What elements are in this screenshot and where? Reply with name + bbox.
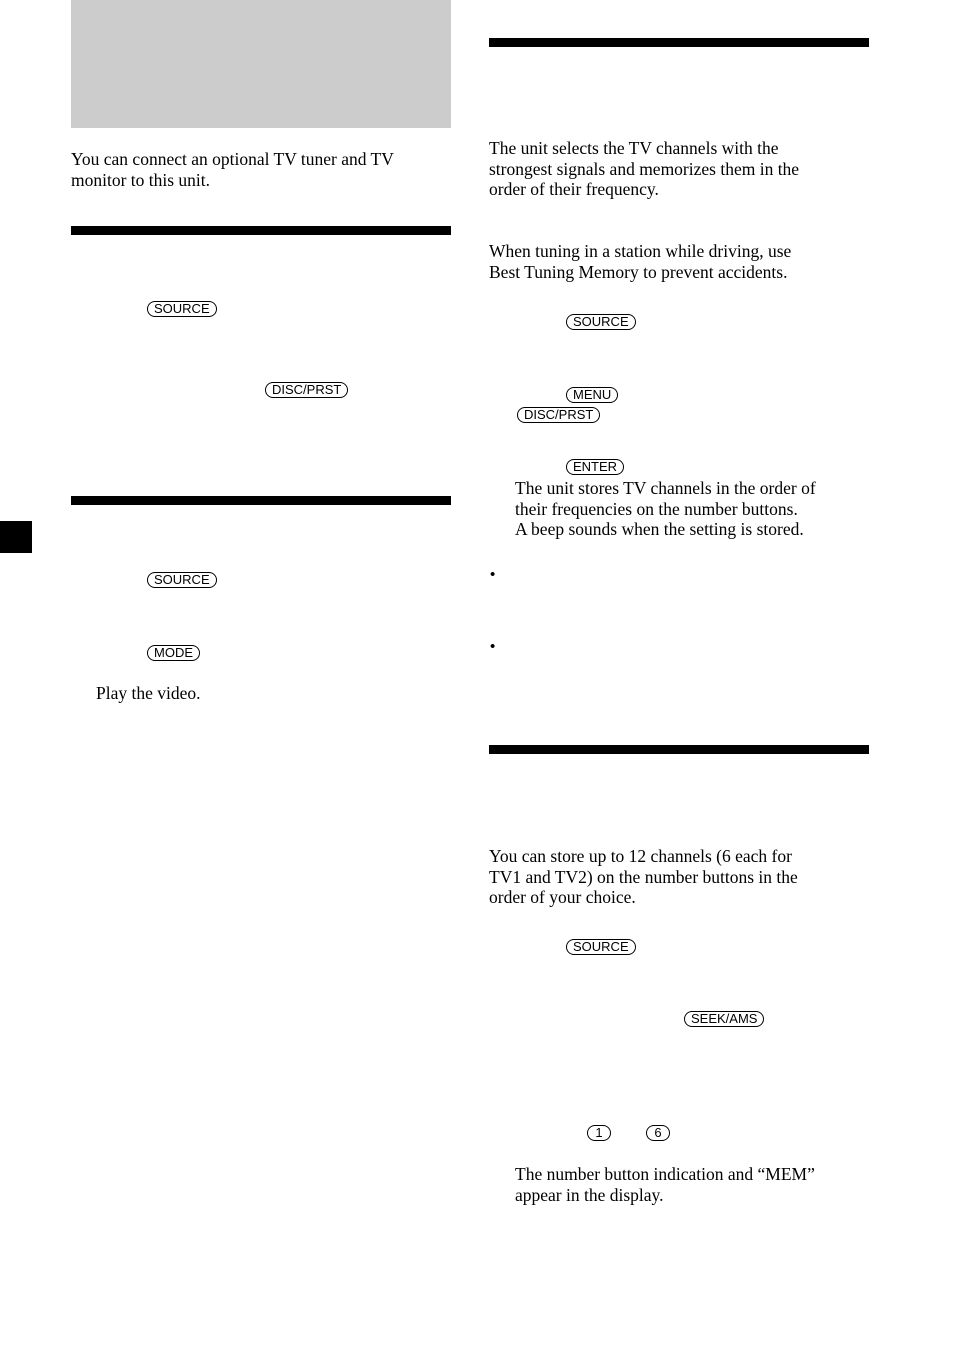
disc-prst-button: DISC/PRST [265, 382, 348, 398]
source-button: SOURCE [566, 314, 636, 330]
section-rule-btm [489, 38, 869, 47]
seek-ams-button: SEEK/AMS [684, 1011, 764, 1027]
source-button: SOURCE [147, 572, 217, 588]
number-button-1: 1 [587, 1125, 611, 1141]
step-play-video: Play the video. [96, 683, 201, 703]
memory-intro-paragraph: You can store up to 12 channels (6 each for TV1 and TV2) on the number buttons in the order of your choice. [489, 846, 798, 907]
btm-result-paragraph: The unit stores TV channels in the order of their frequencies on the number buttons. A beep sounds when the setting is stored. [515, 478, 816, 539]
section-rule-tv [71, 226, 451, 235]
intro-paragraph: You can connect an optional TV tuner and TV monitor to this unit. [71, 149, 394, 190]
number-button-6: 6 [646, 1125, 670, 1141]
source-button: SOURCE [147, 301, 217, 317]
memory-result-paragraph: The number button indication and “MEM” appear in the display. [515, 1164, 815, 1205]
section-rule-video [71, 496, 451, 505]
note-bullet: • [490, 566, 496, 583]
enter-button: ENTER [566, 459, 624, 475]
btm-intro-paragraph: The unit selects the TV channels with the strongest signals and memorizes them in the order of their frequency. [489, 138, 800, 199]
source-button: SOURCE [566, 939, 636, 955]
menu-button: MENU [566, 387, 618, 403]
btm-caution-paragraph: When tuning in a station while driving, use Best Tuning Memory to prevent accidents. [489, 241, 792, 282]
note-bullet: • [490, 638, 496, 655]
side-tab-marker [0, 521, 32, 553]
mode-button: MODE [147, 645, 200, 661]
header-gray-block [71, 0, 451, 128]
section-rule-memory [489, 745, 869, 754]
disc-prst-button: DISC/PRST [517, 407, 600, 423]
